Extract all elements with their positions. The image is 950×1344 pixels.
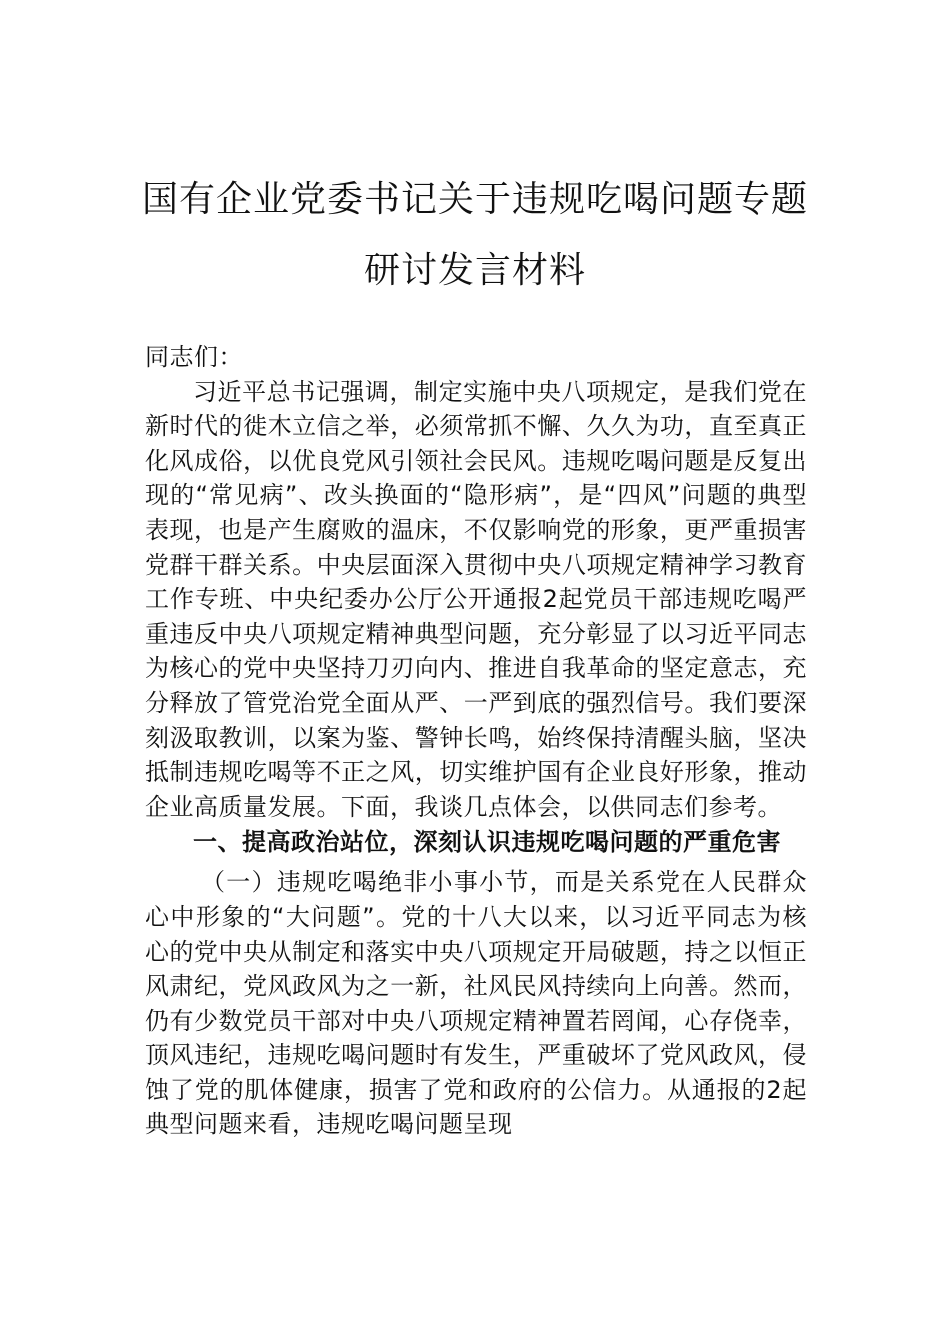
section-heading-1: 一、提高政治站位，深刻认识违规吃喝问题的严重危害: [193, 828, 781, 857]
document-title-line-1: 国有企业党委书记关于违规吃喝问题专题: [141, 179, 808, 220]
paragraph-subsection-1: （一）违规吃喝绝非小事小节，而是关系党在人民群众心中形象的“大问题”。党的十八大以来，以习近平同志为核心的党中央从制定和落实中央八项规定开局破题，持之以恒正风肃纪，党风政风为之一新，社风民风持续向上向善。然而，仍有少数党员干部对中央八项规定精神置若罔闻，心存侥幸，顶风违纪，违规吃喝问题时有发生，严重破坏了党风政风，侵蚀了党的肌体健康，损害了党和政府的公信力。从通报的2起典型问题来看，违规吃喝问题呈现: [145, 868, 807, 1139]
salutation: 同志们：: [145, 343, 243, 371]
paragraph-intro: 习近平总书记强调，制定实施中央八项规定，是我们党在新时代的徙木立信之举，必须常抓不懈、久久为功，直至真正化风成俗，以优良党风引领社会民风。违规吃喝问题是反复出现的“常见病”、改头换面的“隐形病”，是“四风”问题的典型表现，也是产生腐败的温床，不仅影响党的形象，更严重损害党群干群关系。中央层面深入贯彻中央八项规定精神学习教育工作专班、中央纪委办公厅公开通报2起党员干部违规吃喝严重违反中央八项规定精神典型问题，充分彰显了以习近平同志为核心的党中央坚持刀刃向内、推进自我革命的坚定意志，充分释放了管党治党全面从严、一严到底的强烈信号。我们要深刻汲取教训，以案为鉴、警钟长鸣，始终保持清醒头脑，坚决抵制违规吃喝等不正之风，切实维护国有企业良好形象，推动企业高质量发展。下面，我谈几点体会，以供同志们参考。: [145, 377, 807, 821]
document-title-line-2: 研讨发言材料: [363, 250, 586, 291]
document-body: [145, 340, 807, 1142]
